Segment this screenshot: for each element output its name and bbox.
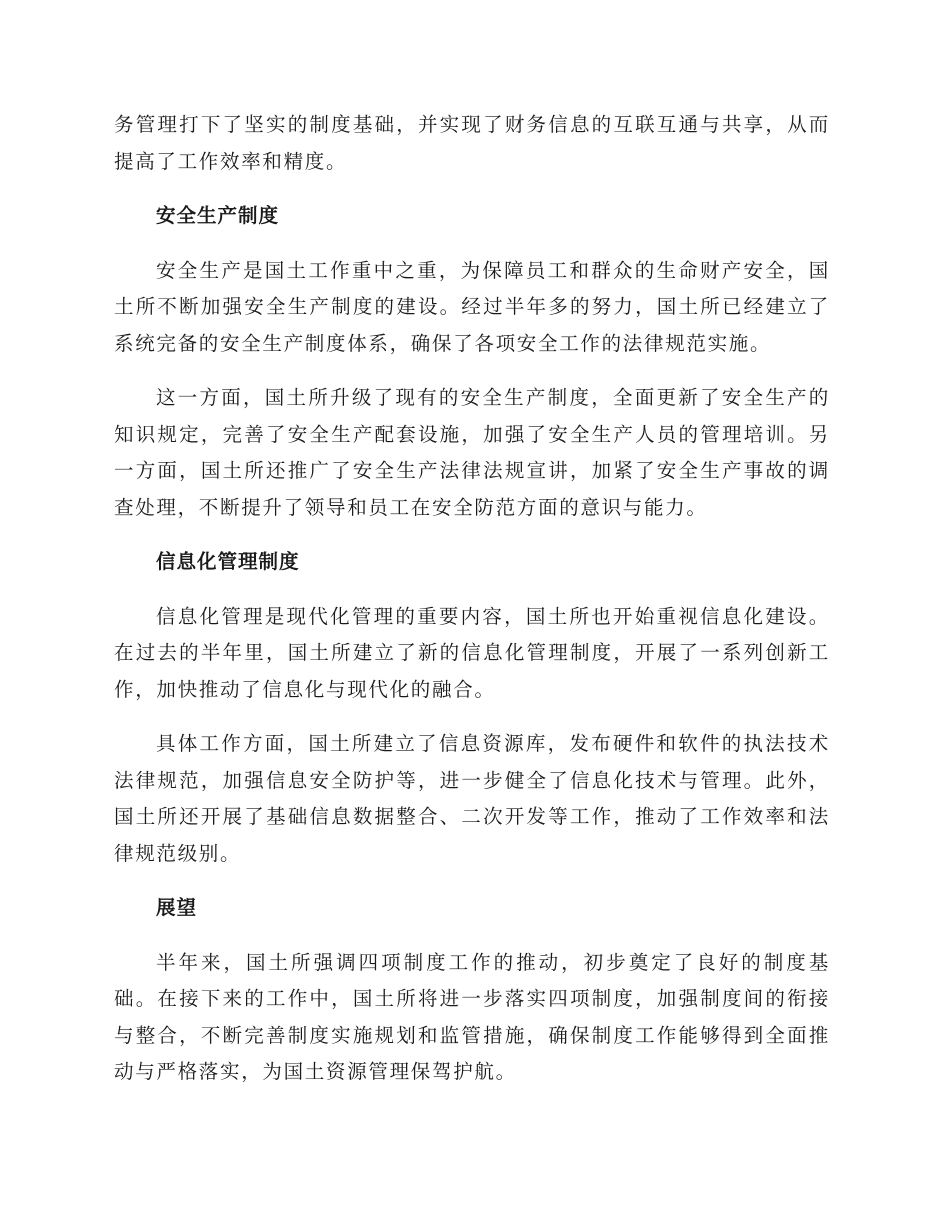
document-body (114, 107, 830, 1109)
section-heading-outlook: 展望 (156, 896, 198, 919)
section-heading-informatization: 信息化管理制度 (156, 550, 300, 573)
intro-paragraph: 务管理打下了坚实的制度基础，并实现了财务信息的互联互通与共享，从而提高了工作效率和精度。 (114, 113, 830, 173)
outlook-paragraph-1: 半年来，国土所强调四项制度工作的推动，初步奠定了良好的制度基础。在接下来的工作中，国土所将进一步落实四项制度，加强制度间的衔接与整合，不断完善制度实施规划和监管措施，确保制度工作能够得到全面推动与严格落实，为国土资源管理保驾护航。 (114, 950, 830, 1083)
safety-paragraph-2: 这一方面，国土所升级了现有的安全生产制度，全面更新了安全生产的知识规定，完善了安全生产配套设施，加强了安全生产人员的管理培训。另一方面，国土所还推广了安全生产法律法规宣讲，加紧了安全生产事故的调查处理，不断提升了领导和员工在安全防范方面的意识与能力。 (114, 386, 830, 519)
section-heading-safety: 安全生产制度 (156, 204, 280, 227)
safety-paragraph-1: 安全生产是国土工作重中之重，为保障员工和群众的生命财产安全，国土所不断加强安全生产制度的建设。经过半年多的努力，国土所已经建立了系统完备的安全生产制度体系，确保了各项安全工作的法律规范实施。 (114, 258, 830, 355)
informatization-paragraph-1: 信息化管理是现代化管理的重要内容，国土所也开始重视信息化建设。在过去的半年里，国土所建立了新的信息化管理制度，开展了一系列创新工作，加快推动了信息化与现代化的融合。 (114, 604, 830, 701)
informatization-paragraph-2: 具体工作方面，国土所建立了信息资源库，发布硬件和软件的执法技术法律规范，加强信息安全防护等，进一步健全了信息化技术与管理。此外，国土所还开展了基础信息数据整合、二次开发等工作，推动了工作效率和法律规范级别。 (114, 732, 830, 865)
